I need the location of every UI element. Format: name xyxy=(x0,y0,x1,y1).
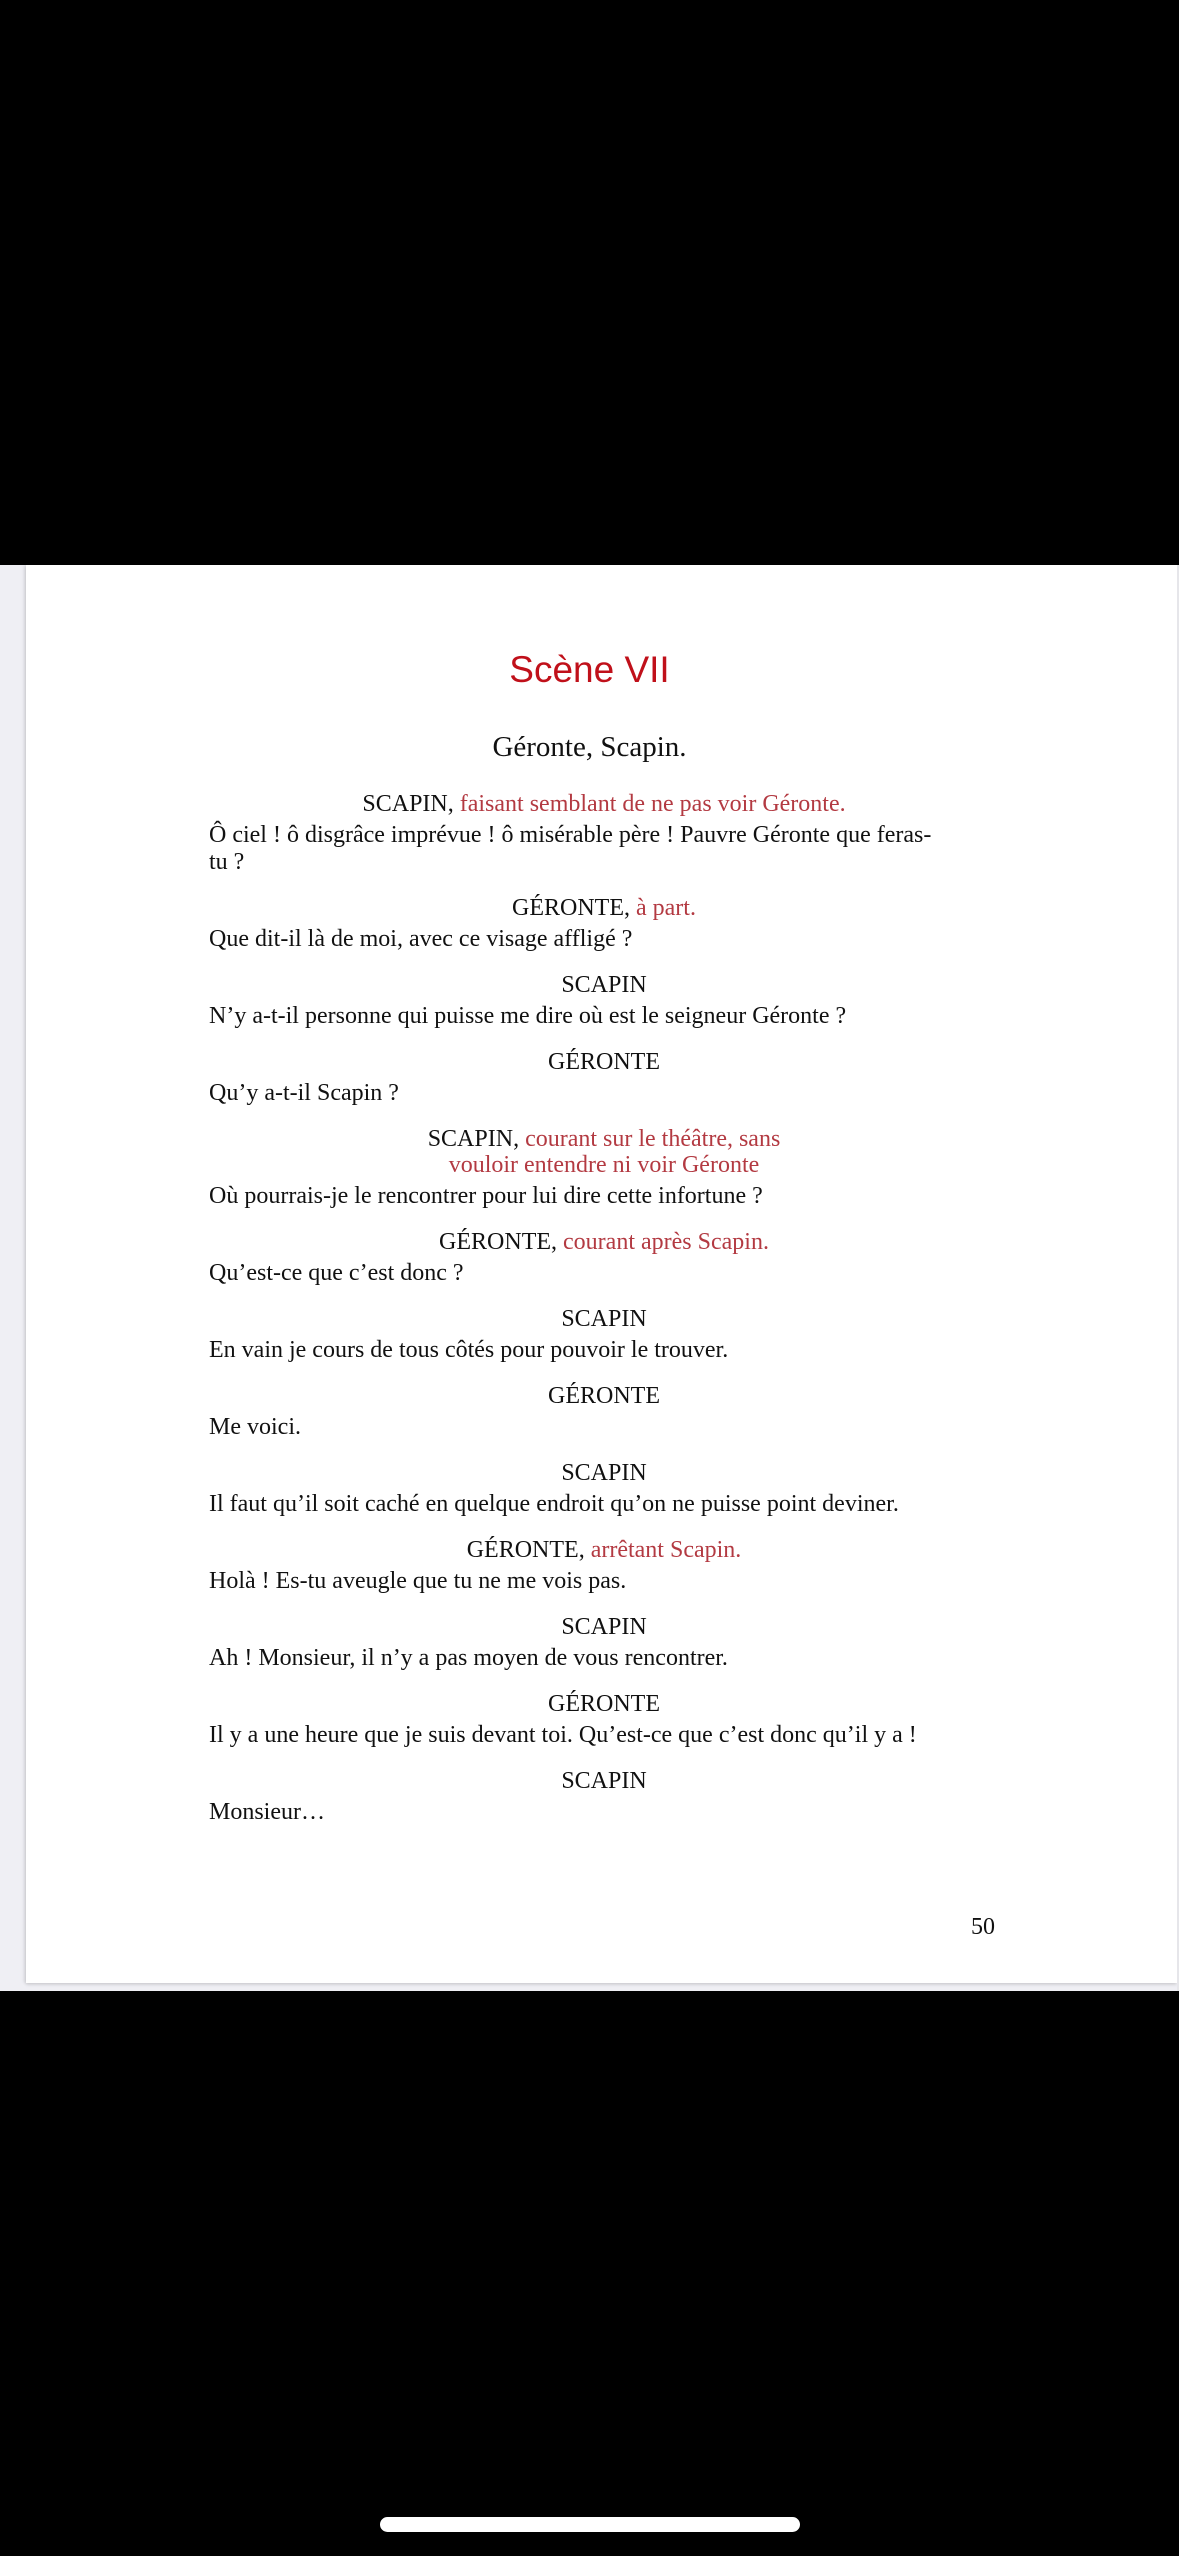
speech xyxy=(209,1337,999,1364)
speaker-name: GÉRONTE xyxy=(548,1383,660,1409)
stage-direction: vouloir entendre ni voir Géronte xyxy=(448,1152,760,1178)
speech-line: Me voici. xyxy=(209,1414,301,1440)
speech xyxy=(209,1183,999,1210)
speaker-line xyxy=(209,1229,999,1255)
speaker-line xyxy=(209,1126,999,1152)
speaker-heading xyxy=(209,1229,999,1255)
speech xyxy=(209,1491,999,1518)
dialogue-block xyxy=(209,1383,999,1441)
speaker-name: SCAPIN xyxy=(561,1768,647,1794)
speaker-line xyxy=(209,1383,999,1409)
speaker-name: GÉRONTE xyxy=(548,1691,660,1717)
speech-line: Monsieur… xyxy=(209,1799,325,1825)
dialogue xyxy=(209,791,999,1826)
speech-line: tu ? xyxy=(209,849,245,875)
speaker-line xyxy=(209,791,999,817)
speaker-heading xyxy=(209,895,999,921)
speech-line: Ah ! Monsieur, il n’y a pas moyen de vous rencontrer. xyxy=(209,1645,728,1671)
dialogue-block xyxy=(209,1768,999,1826)
dialogue-block xyxy=(209,791,999,876)
speaker-heading xyxy=(209,1049,999,1075)
stage-direction: courant après Scapin. xyxy=(563,1229,769,1255)
speaker-line xyxy=(209,1691,999,1717)
speech xyxy=(209,1414,999,1441)
speaker-name: SCAPIN, xyxy=(362,791,454,817)
dialogue-block xyxy=(209,1126,999,1210)
speaker-name: GÉRONTE, xyxy=(439,1229,558,1255)
speaker-heading xyxy=(209,1306,999,1332)
dialogue-block xyxy=(209,1537,999,1595)
dialogue-block xyxy=(209,972,999,1030)
speaker-line xyxy=(209,972,999,998)
speaker-heading xyxy=(209,972,999,998)
speech xyxy=(209,1260,999,1287)
top-black-area xyxy=(0,0,1179,565)
bottom-black-area xyxy=(0,1991,1179,2556)
speaker-line xyxy=(209,1152,999,1178)
speech xyxy=(209,926,999,953)
speaker-heading xyxy=(209,1614,999,1640)
speaker-heading xyxy=(209,1126,999,1178)
speaker-line xyxy=(209,1460,999,1486)
stage-direction: à part. xyxy=(636,895,696,921)
speaker-name: GÉRONTE, xyxy=(466,1537,585,1563)
speech-line: Que dit-il là de moi, avec ce visage affligé ? xyxy=(209,926,633,952)
speech xyxy=(209,1568,999,1595)
speaker-name: SCAPIN xyxy=(561,1460,647,1486)
speaker-line xyxy=(209,1537,999,1563)
page-number: 50 xyxy=(971,1914,995,1940)
speaker-heading xyxy=(209,1537,999,1563)
scene-title: Scène VII xyxy=(509,649,670,690)
stage-direction: courant sur le théâtre, sans xyxy=(525,1126,781,1152)
dialogue-block xyxy=(209,1306,999,1364)
speech xyxy=(209,822,999,876)
stage-direction: arrêtant Scapin. xyxy=(590,1537,742,1563)
speech xyxy=(209,1080,999,1107)
speaker-heading xyxy=(209,1460,999,1486)
speaker-name: SCAPIN xyxy=(561,1614,647,1640)
dialogue-block xyxy=(209,1614,999,1672)
speech-line: Holà ! Es-tu aveugle que tu ne me vois pas. xyxy=(209,1568,627,1594)
speech xyxy=(209,1645,999,1672)
speaker-name: SCAPIN xyxy=(561,972,647,998)
stage-direction: faisant semblant de ne pas voir Géronte. xyxy=(459,791,846,817)
speech-line: N’y a-t-il personne qui puisse me dire où est le seigneur Géronte ? xyxy=(209,1003,847,1029)
speaker-name: GÉRONTE xyxy=(548,1049,660,1075)
speech-line: Il faut qu’il soit caché en quelque endroit qu’on ne puisse point deviner. xyxy=(209,1491,899,1517)
speaker-heading xyxy=(209,1383,999,1409)
speech-line: En vain je cours de tous côtés pour pouvoir le trouver. xyxy=(209,1337,729,1363)
speaker-heading xyxy=(209,1768,999,1794)
speaker-heading xyxy=(209,791,999,817)
speech-line: Qu’est-ce que c’est donc ? xyxy=(209,1260,464,1286)
speech xyxy=(209,1799,999,1826)
speech xyxy=(209,1722,999,1749)
speech-line: Il y a une heure que je suis devant toi. Qu’est-ce que c’est donc qu’il y a ! xyxy=(209,1722,917,1748)
speaker-name: GÉRONTE, xyxy=(512,895,630,921)
speaker-name: SCAPIN xyxy=(561,1306,647,1332)
speech xyxy=(209,1003,999,1030)
dialogue-block xyxy=(209,1460,999,1518)
speech-line: Ô ciel ! ô disgrâce imprévue ! ô misérable père ! Pauvre Géronte que feras- xyxy=(209,822,932,848)
dialogue-block xyxy=(209,895,999,953)
speech-line: Où pourrais-je le rencontrer pour lui dire cette infortune ? xyxy=(209,1183,763,1209)
dialogue-block xyxy=(209,1691,999,1749)
home-indicator[interactable] xyxy=(380,2517,800,2532)
speaker-heading xyxy=(209,1691,999,1717)
dialogue-block xyxy=(209,1049,999,1107)
dialogue-block xyxy=(209,1229,999,1287)
speaker-line xyxy=(209,1614,999,1640)
speaker-line xyxy=(209,1768,999,1794)
speaker-line xyxy=(209,1049,999,1075)
speaker-name: SCAPIN, xyxy=(427,1126,520,1152)
speaker-line xyxy=(209,1306,999,1332)
speech-line: Qu’y a-t-il Scapin ? xyxy=(209,1080,399,1106)
speaker-line xyxy=(209,895,999,921)
scene-characters: Géronte, Scapin. xyxy=(492,731,687,763)
